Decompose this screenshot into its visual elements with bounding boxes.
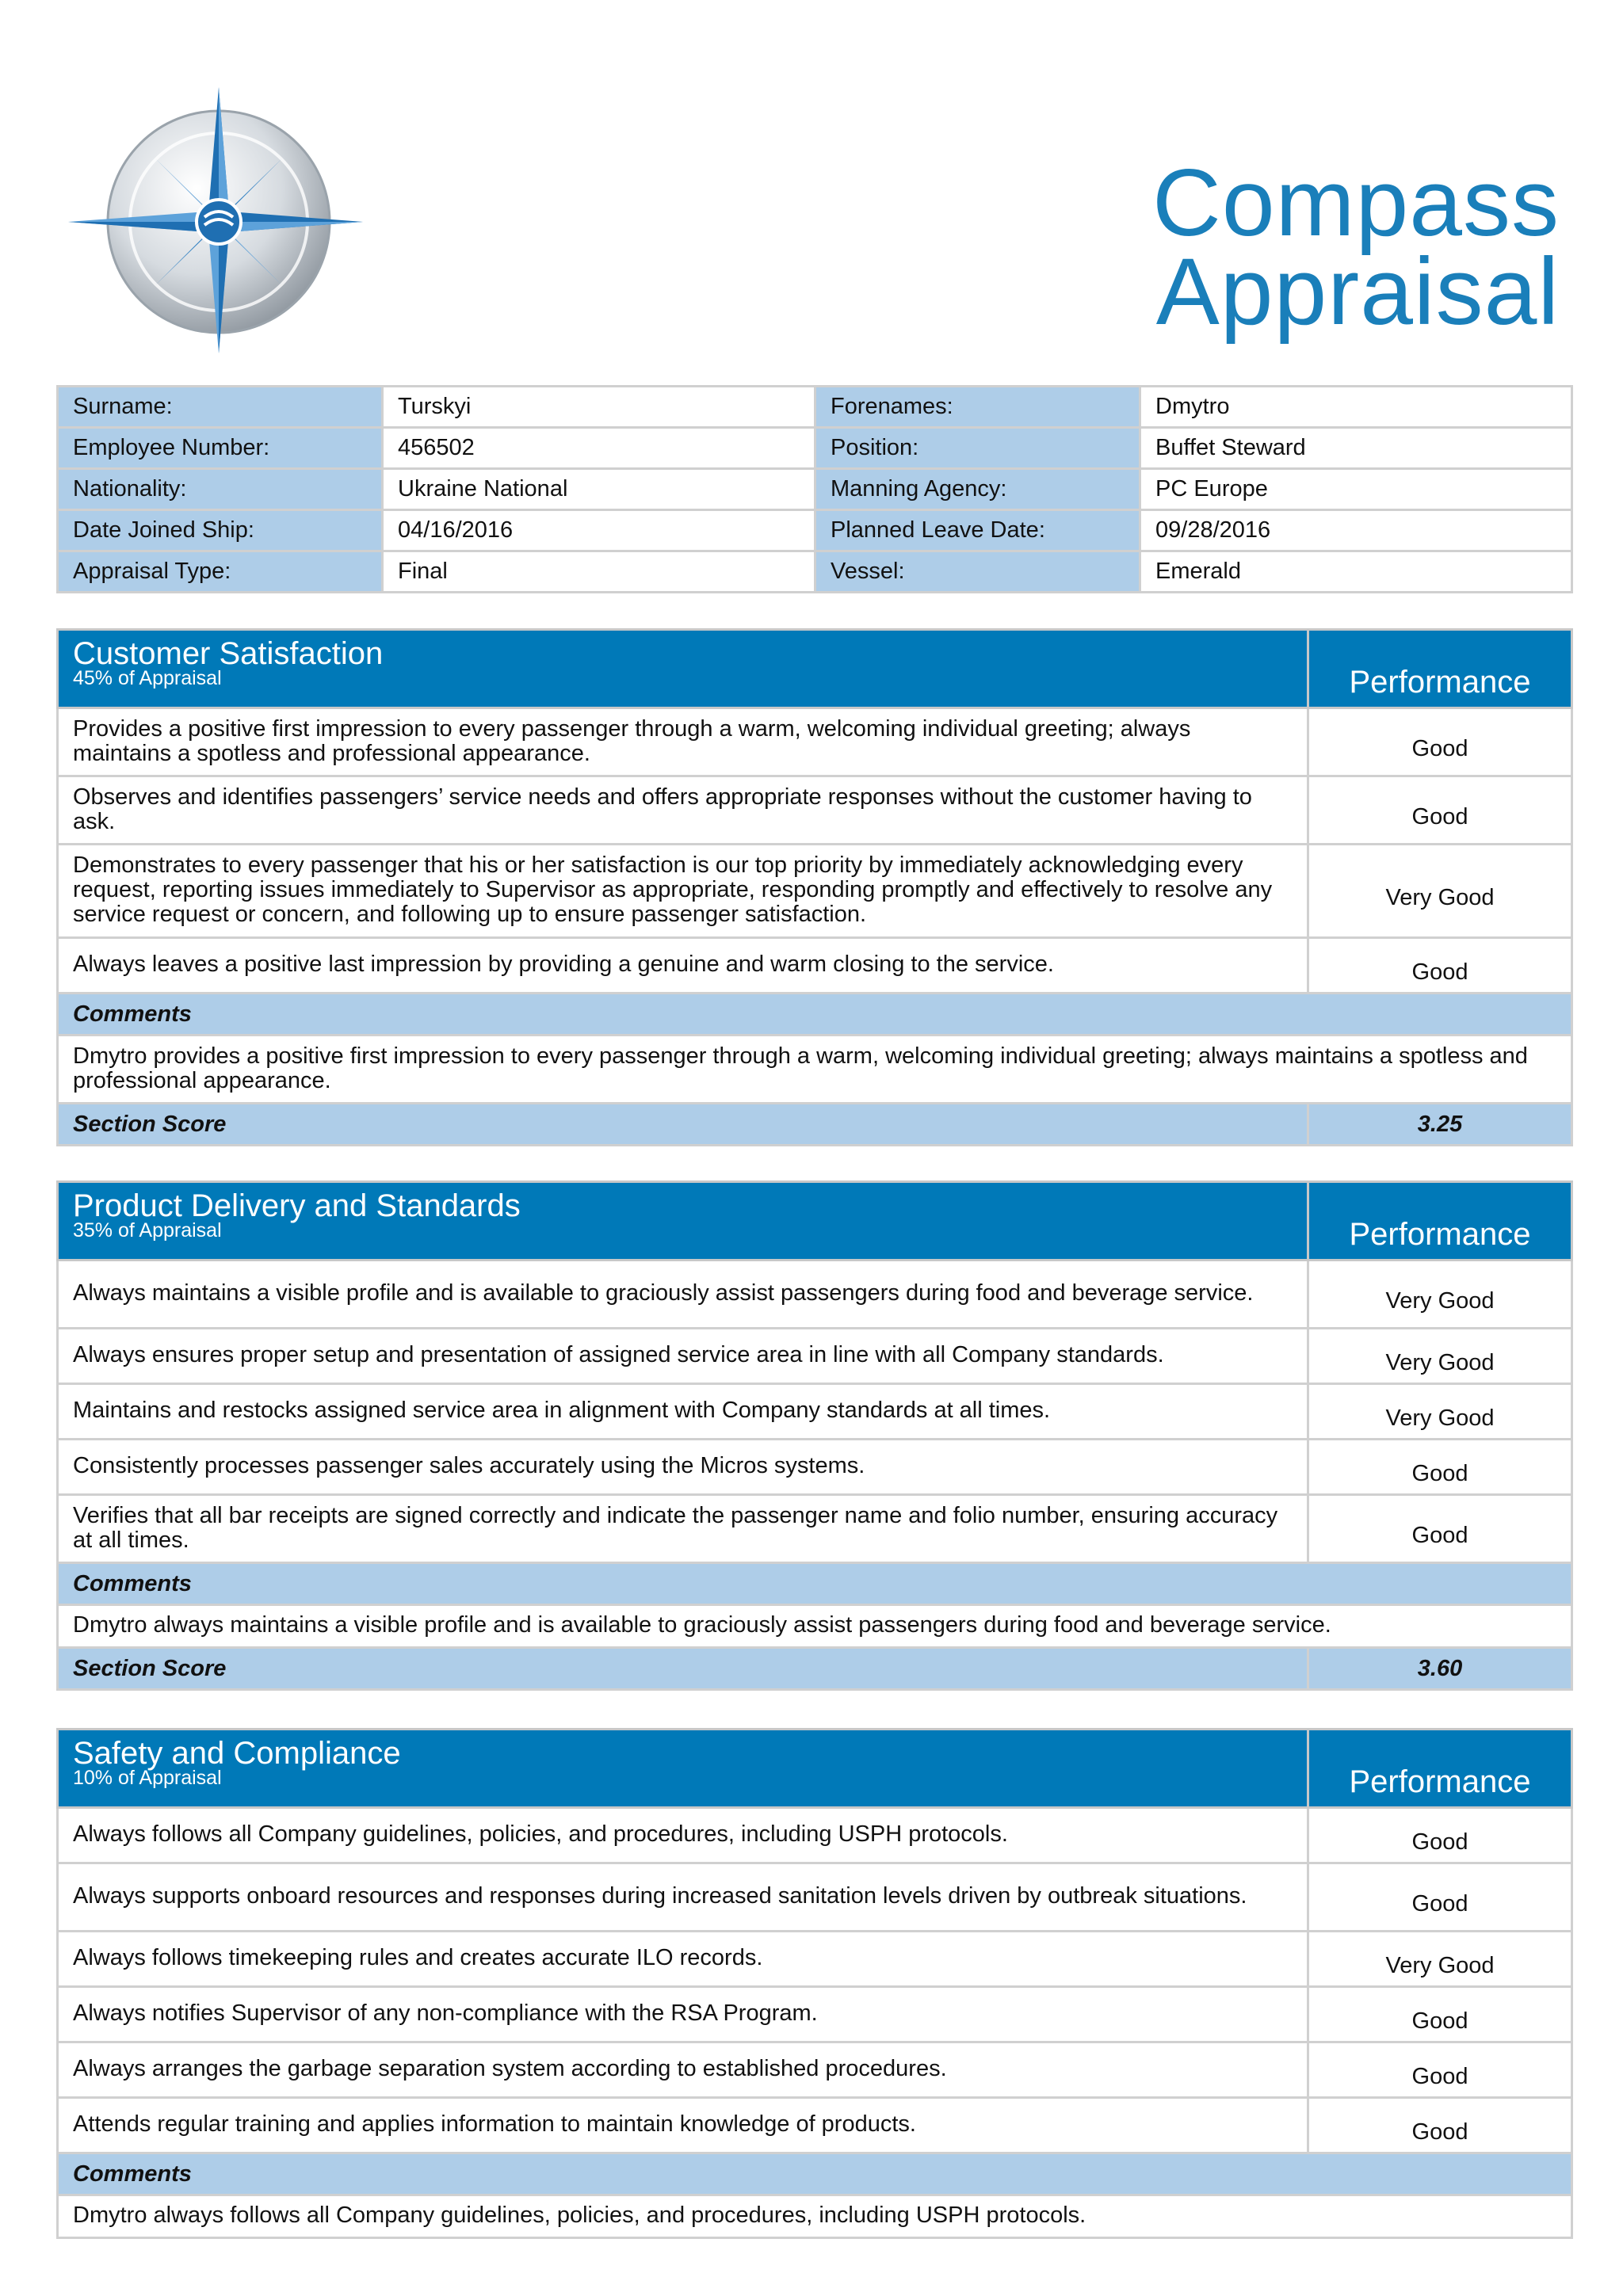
criterion-text: Provides a positive first impression to every passenger through a warm, welcoming individual greeting; always maintains a spotless and professional appearance.	[58, 708, 1308, 776]
info-label: Planned Leave Date:	[815, 510, 1140, 551]
info-value: Buffet Steward	[1140, 428, 1572, 469]
title-line-1: Compass	[1152, 150, 1560, 256]
info-value: Ukraine National	[383, 469, 815, 510]
comment-text: Dmytro provides a positive first impression to every passenger through a warm, welcoming individual greeting; always maintains a spotless and professional appearance.	[58, 1035, 1572, 1104]
info-value: Final	[383, 551, 815, 593]
criterion-text: Always ensures proper setup and presentation of assigned service area in line with all Company standards.	[58, 1329, 1308, 1384]
criterion-text: Always maintains a visible profile and is available to graciously assist passengers during food and beverage service.	[58, 1261, 1308, 1329]
section-score-label: Section Score	[58, 1104, 1308, 1146]
criterion-row	[58, 1987, 1572, 2042]
section-customer-satisfaction	[56, 628, 1573, 1146]
criterion-row	[58, 708, 1572, 776]
section-score-label: Section Score	[58, 1648, 1308, 1690]
section-score-value: 3.60	[1308, 1648, 1572, 1690]
section-title: Product Delivery and Standards	[73, 1188, 521, 1223]
criterion-rating: Good	[1308, 708, 1572, 776]
section-weight: 45% of Appraisal	[73, 667, 222, 689]
criterion-row	[58, 938, 1572, 994]
criterion-text: Always follows all Company guidelines, policies, and procedures, including USPH protocols.	[58, 1808, 1308, 1863]
comment-row	[58, 1035, 1572, 1104]
criterion-text: Always supports onboard resources and responses during increased sanitation levels driven by outbreak situations.	[58, 1863, 1308, 1932]
criterion-rating: Good	[1308, 1440, 1572, 1495]
criterion-text: Always follows timekeeping rules and creates accurate ILO records.	[58, 1932, 1308, 1987]
criterion-text: Always arranges the garbage separation system according to established procedures.	[58, 2042, 1308, 2098]
criterion-row	[58, 1863, 1572, 1932]
comments-header-row	[58, 2153, 1572, 2195]
section-score-value: 3.25	[1308, 1104, 1572, 1146]
info-row	[58, 428, 1572, 469]
section-title-cell	[58, 630, 1308, 708]
section-title-cell	[58, 1182, 1308, 1261]
section-title-cell	[58, 1730, 1308, 1808]
criterion-rating: Good	[1308, 2042, 1572, 2098]
comments-header-row	[58, 1563, 1572, 1605]
criterion-text: Always notifies Supervisor of any non-compliance with the RSA Program.	[58, 1987, 1308, 2042]
criterion-rating: Good	[1308, 1863, 1572, 1932]
criterion-row	[58, 845, 1572, 938]
comment-row	[58, 2195, 1572, 2238]
info-row	[58, 510, 1572, 551]
section-title: Customer Satisfaction	[73, 636, 384, 671]
criterion-text: Demonstrates to every passenger that his or her satisfaction is our top priority by immediately acknowledging every request, reporting issues immediately to Supervisor as appropriate, responding promptly and effectively to resolve any service request or concern, and following up to ensure passenger satisfaction.	[58, 845, 1308, 938]
criterion-row	[58, 1495, 1572, 1563]
comment-text: Dmytro always follows all Company guidelines, policies, and procedures, including USPH protocols.	[58, 2195, 1572, 2238]
criterion-rating: Very Good	[1308, 845, 1572, 938]
criterion-rating: Very Good	[1308, 1329, 1572, 1384]
criterion-row	[58, 1261, 1572, 1329]
info-label: Appraisal Type:	[58, 551, 383, 593]
section-score-row	[58, 1648, 1572, 1690]
info-label: Employee Number:	[58, 428, 383, 469]
compass-rose-icon	[68, 86, 363, 355]
info-value: 09/28/2016	[1140, 510, 1572, 551]
info-label: Manning Agency:	[815, 469, 1140, 510]
criterion-rating: Very Good	[1308, 1261, 1572, 1329]
info-row	[58, 387, 1572, 428]
criterion-text: Observes and identifies passengers’ service needs and offers appropriate responses without the customer having to ask.	[58, 776, 1308, 845]
criterion-row	[58, 1440, 1572, 1495]
info-value: 456502	[383, 428, 815, 469]
section-header	[58, 630, 1572, 708]
criterion-rating: Good	[1308, 776, 1572, 845]
info-value: 04/16/2016	[383, 510, 815, 551]
criterion-row	[58, 2098, 1572, 2153]
info-value: PC Europe	[1140, 469, 1572, 510]
criterion-row	[58, 1932, 1572, 1987]
criterion-rating: Good	[1308, 1987, 1572, 2042]
info-label: Forenames:	[815, 387, 1140, 428]
info-label: Nationality:	[58, 469, 383, 510]
comment-row	[58, 1605, 1572, 1648]
criterion-rating: Good	[1308, 2098, 1572, 2153]
info-label: Surname:	[58, 387, 383, 428]
criterion-row	[58, 2042, 1572, 2098]
criterion-row	[58, 1384, 1572, 1440]
criterion-row	[58, 776, 1572, 845]
section-product-delivery	[56, 1180, 1573, 1691]
criterion-row	[58, 1329, 1572, 1384]
section-safety-compliance	[56, 1728, 1573, 2239]
section-header	[58, 1730, 1572, 1808]
criterion-text: Consistently processes passenger sales accurately using the Micros systems.	[58, 1440, 1308, 1495]
document-title	[1152, 150, 1560, 345]
criterion-text: Attends regular training and applies information to maintain knowledge of products.	[58, 2098, 1308, 2153]
performance-header: Performance	[1308, 630, 1572, 708]
info-value: Emerald	[1140, 551, 1572, 593]
comments-label: Comments	[58, 2153, 1572, 2195]
info-label: Vessel:	[815, 551, 1140, 593]
section-score-row	[58, 1104, 1572, 1146]
criterion-text: Verifies that all bar receipts are signed correctly and indicate the passenger name and folio number, ensuring accuracy at all times.	[58, 1495, 1308, 1563]
section-weight: 35% of Appraisal	[73, 1219, 222, 1241]
criterion-rating: Very Good	[1308, 1932, 1572, 1987]
criterion-rating: Good	[1308, 938, 1572, 994]
criterion-rating: Good	[1308, 1495, 1572, 1563]
criterion-row	[58, 1808, 1572, 1863]
criterion-text: Always leaves a positive last impression by providing a genuine and warm closing to the service.	[58, 938, 1308, 994]
comment-text: Dmytro always maintains a visible profile and is available to graciously assist passengers during food and beverage service.	[58, 1605, 1572, 1648]
info-row	[58, 469, 1572, 510]
title-line-2: Appraisal	[1155, 238, 1560, 345]
comments-label: Comments	[58, 1563, 1572, 1605]
info-value: Dmytro	[1140, 387, 1572, 428]
info-value: Turskyi	[383, 387, 815, 428]
info-row	[58, 551, 1572, 593]
section-title: Safety and Compliance	[73, 1736, 401, 1771]
criterion-rating: Very Good	[1308, 1384, 1572, 1440]
info-label: Date Joined Ship:	[58, 510, 383, 551]
comments-label: Comments	[58, 994, 1572, 1035]
employee-info-table	[56, 385, 1573, 593]
performance-header: Performance	[1308, 1730, 1572, 1808]
section-weight: 10% of Appraisal	[73, 1767, 222, 1789]
section-header	[58, 1182, 1572, 1261]
performance-header: Performance	[1308, 1182, 1572, 1261]
comments-header-row	[58, 994, 1572, 1035]
info-label: Position:	[815, 428, 1140, 469]
criterion-rating: Good	[1308, 1808, 1572, 1863]
criterion-text: Maintains and restocks assigned service area in alignment with Company standards at all times.	[58, 1384, 1308, 1440]
